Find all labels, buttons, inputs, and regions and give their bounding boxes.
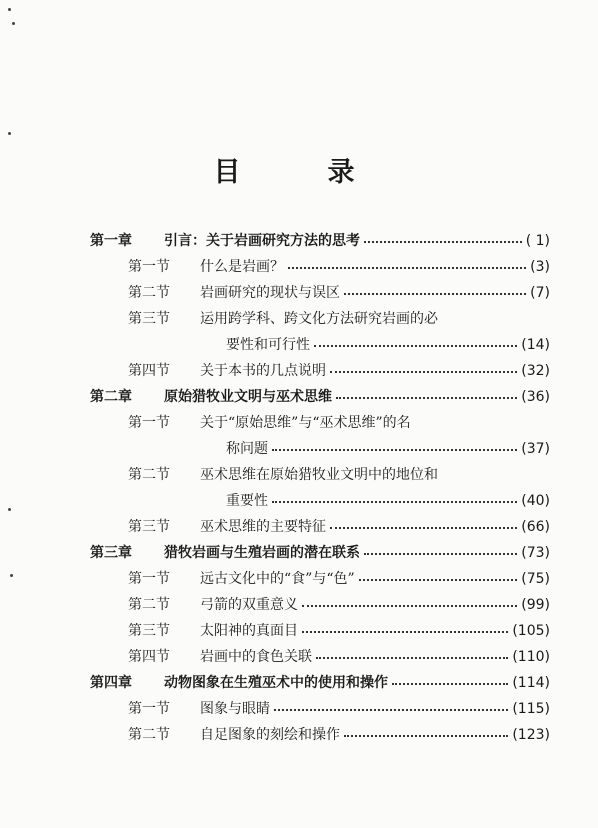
toc-page-number: (115) bbox=[512, 701, 550, 717]
toc-section-entry bbox=[128, 698, 550, 718]
toc-page-number: (73) bbox=[521, 545, 550, 561]
dot-leader bbox=[392, 683, 508, 685]
dot-leader bbox=[316, 657, 508, 659]
toc-entry-title: 岩画研究的现状与误区 bbox=[200, 285, 340, 301]
toc-entry-title: 原始猎牧业文明与巫术思维 bbox=[164, 389, 332, 405]
toc-entry-number: 第四节 bbox=[128, 649, 170, 665]
toc-entry-title: 巫术思维的主要特征 bbox=[200, 519, 326, 535]
toc-entry-title: 岩画中的食色关联 bbox=[200, 649, 312, 665]
dot-leader bbox=[272, 501, 517, 503]
toc-entry-number: 第二节 bbox=[128, 597, 170, 613]
toc-entry-number: 第二节 bbox=[128, 285, 170, 301]
toc-page-number: (3) bbox=[530, 259, 550, 275]
toc-page-number: (14) bbox=[521, 337, 550, 353]
toc-page-number: (66) bbox=[521, 519, 550, 535]
toc-entry-number: 第四节 bbox=[128, 363, 170, 379]
toc-entry-title: 巫术思维在原始猎牧业文明中的地位和 bbox=[200, 467, 438, 483]
toc-entry-number: 第一节 bbox=[128, 415, 170, 431]
toc-chapter-entry bbox=[90, 230, 550, 250]
toc-section-entry bbox=[226, 334, 550, 354]
toc-page-number: (105) bbox=[512, 623, 550, 639]
speck bbox=[8, 508, 11, 511]
toc-entry-number: 第三节 bbox=[128, 623, 170, 639]
toc-chapter-entry bbox=[90, 386, 550, 406]
toc-entry-title: 猎牧岩画与生殖岩画的潜在联系 bbox=[164, 545, 360, 561]
toc-entry-title: 远古文化中的“食”与“色” bbox=[200, 571, 355, 587]
toc-section-entry bbox=[128, 308, 550, 328]
toc-section-entry bbox=[128, 724, 550, 744]
toc-page-number: (7) bbox=[530, 285, 550, 301]
toc-entry-number: 第一节 bbox=[128, 701, 170, 717]
dot-leader bbox=[336, 397, 517, 399]
toc-entry-title: 称问题 bbox=[226, 441, 268, 457]
toc-entry-title: 要性和可行性 bbox=[226, 337, 310, 353]
dot-leader bbox=[364, 241, 522, 243]
toc-page-number: (114) bbox=[512, 675, 550, 691]
toc-entry-number: 第四章 bbox=[90, 675, 132, 691]
toc-entry-title: 什么是岩画？ bbox=[200, 259, 284, 275]
dot-leader bbox=[344, 735, 508, 737]
dot-leader bbox=[302, 605, 517, 607]
dot-leader bbox=[314, 345, 517, 347]
dot-leader bbox=[364, 553, 517, 555]
toc-section-entry bbox=[128, 464, 550, 484]
toc-section-entry bbox=[128, 568, 550, 588]
toc-chapter-entry bbox=[90, 672, 550, 692]
toc-section-entry bbox=[128, 516, 550, 536]
toc-section-entry bbox=[128, 646, 550, 666]
dot-leader bbox=[302, 631, 508, 633]
dot-leader bbox=[272, 449, 517, 451]
toc-entry-number: 第三章 bbox=[90, 545, 132, 561]
page-title: 目 录 bbox=[213, 157, 385, 188]
dot-leader bbox=[330, 371, 517, 373]
dot-leader bbox=[344, 293, 526, 295]
speck bbox=[8, 8, 11, 11]
toc-entry-number: 第一节 bbox=[128, 571, 170, 587]
toc-entry-title: 动物图象在生殖巫术中的使用和操作 bbox=[164, 675, 388, 691]
toc-entry-title: 图象与眼睛 bbox=[200, 701, 270, 717]
toc-entry-title: 重要性 bbox=[226, 493, 268, 509]
speck bbox=[12, 22, 15, 25]
dot-leader bbox=[359, 579, 518, 581]
speck bbox=[8, 132, 11, 135]
dot-leader bbox=[274, 709, 508, 711]
toc-page-number: (99) bbox=[521, 597, 550, 613]
toc-page-number: (40) bbox=[521, 493, 550, 509]
toc-entry-number: 第二节 bbox=[128, 727, 170, 743]
toc-page-number: (32) bbox=[521, 363, 550, 379]
toc-entry-number: 第二节 bbox=[128, 467, 170, 483]
toc-entry-number: 第二章 bbox=[90, 389, 132, 405]
toc-section-entry bbox=[128, 594, 550, 614]
toc-section-entry bbox=[226, 490, 550, 510]
toc-page-number: ( 1) bbox=[525, 233, 550, 249]
toc-entry-number: 第三节 bbox=[128, 311, 170, 327]
dot-leader bbox=[288, 267, 526, 269]
toc-section-entry bbox=[128, 282, 550, 302]
toc-section-entry bbox=[128, 360, 550, 380]
toc-page-number: (37) bbox=[521, 441, 550, 457]
toc-entry-number: 第一章 bbox=[90, 233, 132, 249]
toc-entry-number: 第三节 bbox=[128, 519, 170, 535]
toc-entry-number: 第一节 bbox=[128, 259, 170, 275]
toc-chapter-entry bbox=[90, 542, 550, 562]
toc-section-entry bbox=[128, 412, 550, 432]
toc-entry-title: 弓箭的双重意义 bbox=[200, 597, 298, 613]
toc-page-number: (123) bbox=[512, 727, 550, 743]
toc-entry-title: 自足图象的刻绘和操作 bbox=[200, 727, 340, 743]
toc-section-entry bbox=[128, 620, 550, 640]
toc-entry-title: 运用跨学科、跨文化方法研究岩画的必 bbox=[200, 311, 438, 327]
toc-page-number: (75) bbox=[521, 571, 550, 587]
toc-page-number: (110) bbox=[512, 649, 550, 665]
toc-entry-title: 引言：关于岩画研究方法的思考 bbox=[164, 233, 360, 249]
toc-entry-title: 关于本书的几点说明 bbox=[200, 363, 326, 379]
toc-page-number: (36) bbox=[521, 389, 550, 405]
toc-entry-title: 太阳神的真面目 bbox=[200, 623, 298, 639]
toc-section-entry bbox=[226, 438, 550, 458]
toc-section-entry bbox=[128, 256, 550, 276]
toc-entry-title: 关于“原始思维”与“巫术思维”的名 bbox=[200, 415, 411, 431]
speck bbox=[10, 574, 13, 577]
dot-leader bbox=[330, 527, 517, 529]
